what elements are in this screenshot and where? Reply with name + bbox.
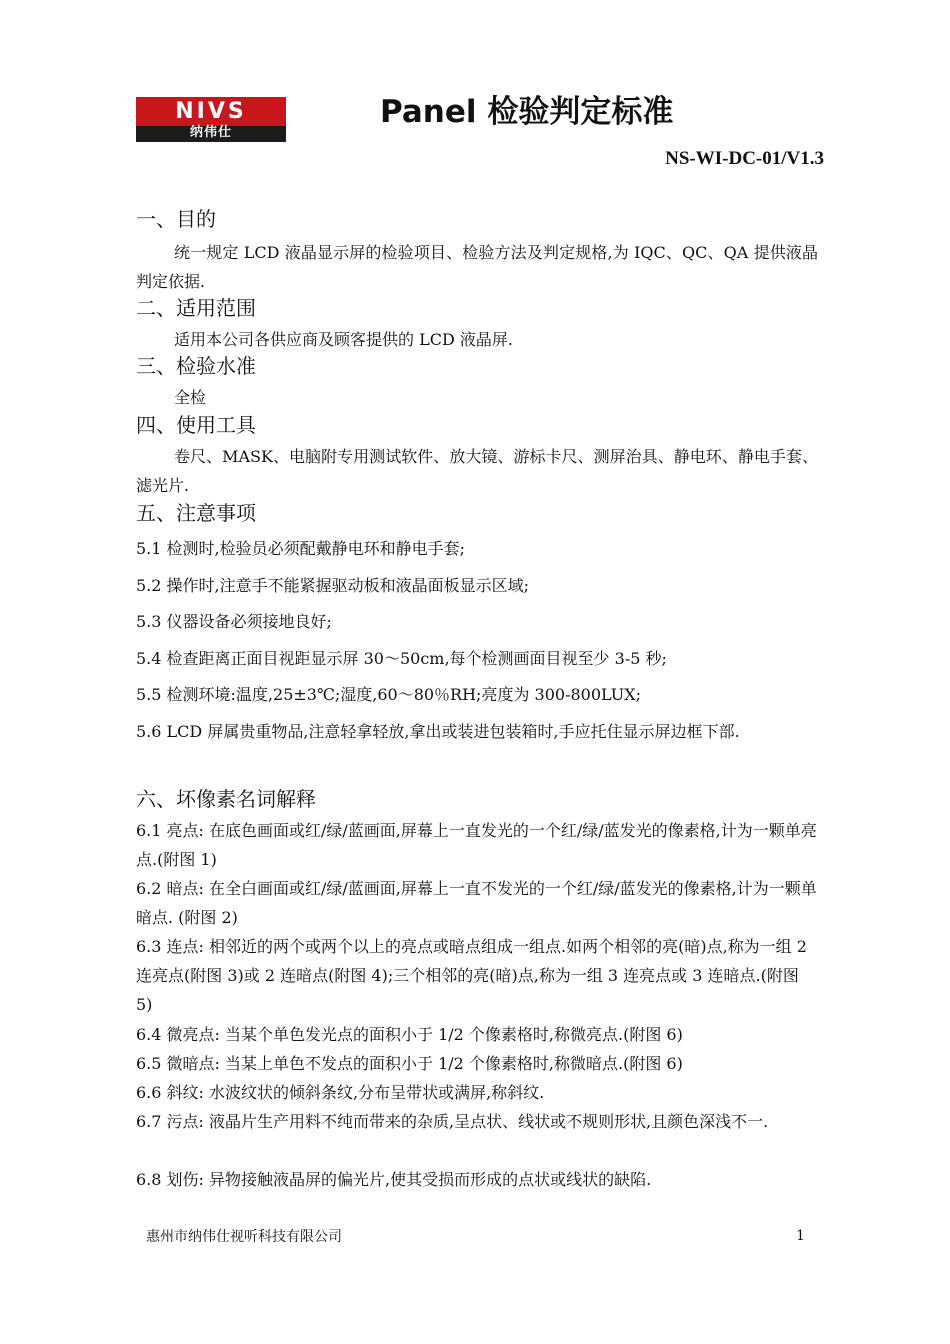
section-5-heading: 五、注意事项 (136, 501, 256, 525)
footer-company: 惠州市纳伟仕视听科技有限公司 (146, 1229, 342, 1245)
list-item: 6.4 微亮点: 当某个单色发光点的面积小于 1/2 个像素格时,称微亮点.(附图 6) (136, 1025, 683, 1044)
list-item: 5.2 操作时,注意手不能紧握驱动板和液晶面板显示区域; (136, 576, 530, 595)
list-item: 6.1 亮点: 在底色画面或红/绿/蓝画面,屏幕上一直发光的一个红/绿/蓝发光的像素格,计为一颗单亮点.(附图 1) (136, 821, 817, 869)
list-item: 6.6 斜纹: 水波纹状的倾斜条纹,分布呈带状或满屏,称斜纹. (136, 1083, 545, 1102)
list-item: 6.5 微暗点: 当某上单色不发点的面积小于 1/2 个像素格时,称微暗点.(附图 6) (136, 1054, 683, 1073)
company-logo (136, 97, 286, 142)
section-3-text: 全检 (174, 388, 207, 407)
page-number: 1 (796, 1228, 805, 1244)
list-item: 6.8 划伤: 异物接触液晶屏的偏光片,使其受损而形成的点状或线状的缺陷. (136, 1170, 652, 1189)
list-item: 5.6 LCD 屏属贵重物品,注意轻拿轻放,拿出或装进包装箱时,手应托住显示屏边框下部. (136, 722, 740, 741)
list-item: 5.3 仪器设备必须接地良好; (136, 612, 332, 631)
list-item: 6.3 连点: 相邻近的两个或两个以上的亮点或暗点组成一组点.如两个相邻的亮(暗)点,称为一组 2 连亮点(附图 3)或 2 连暗点(附图 4);三个相邻的亮(暗)点,称为一组 3 连亮点或 3 连暗点.(附图 5) (136, 937, 807, 1014)
logo-chinese-text: 纳伟仕 (189, 125, 232, 140)
page-title: Panel 检验判定标准 (380, 94, 674, 130)
list-item: 6.2 暗点: 在全白画面或红/绿/蓝画面,屏幕上一直不发光的一个红/绿/蓝发光的像素格,计为一颗单暗点. (附图 2) (136, 879, 817, 927)
section-3-heading: 三、检验水准 (136, 354, 256, 378)
list-item: 5.1 检测时,检验员必须配戴静电环和静电手套; (136, 539, 466, 558)
section-4-heading: 四、使用工具 (136, 413, 256, 437)
section-4-text: 卷尺、MASK、电脑附专用测试软件、放大镜、游标卡尺、测屏治具、静电环、静电手套、滤光片. (136, 447, 818, 495)
list-item: 5.4 检查距离正面目视距显示屏 30～50cm,每个检测画面目视至少 3-5 秒; (136, 649, 667, 668)
list-item: 5.5 检测环境:温度,25±3℃;湿度,60～80％RH;亮度为 300-800LUX; (136, 685, 642, 704)
section-2-heading: 二、适用范围 (136, 296, 256, 320)
section-1-text: 统一规定 LCD 液晶显示屏的检验项目、检验方法及判定规格,为 IQC、QC、QA 提供液晶判定依据. (136, 243, 818, 291)
section-1-heading: 一、目的 (136, 207, 216, 231)
logo-brand-text: NIVS (175, 99, 247, 124)
section-6-heading: 六、坏像素名词解释 (136, 787, 316, 811)
document-number: NS-WI-DC-01/V1.3 (665, 148, 824, 169)
section-2-text: 适用本公司各供应商及顾客提供的 LCD 液晶屏. (174, 330, 513, 349)
list-item: 6.7 污点: 液晶片生产用料不纯而带来的杂质,呈点状、线状或不规则形状,且颜色深浅不一. (136, 1112, 769, 1131)
